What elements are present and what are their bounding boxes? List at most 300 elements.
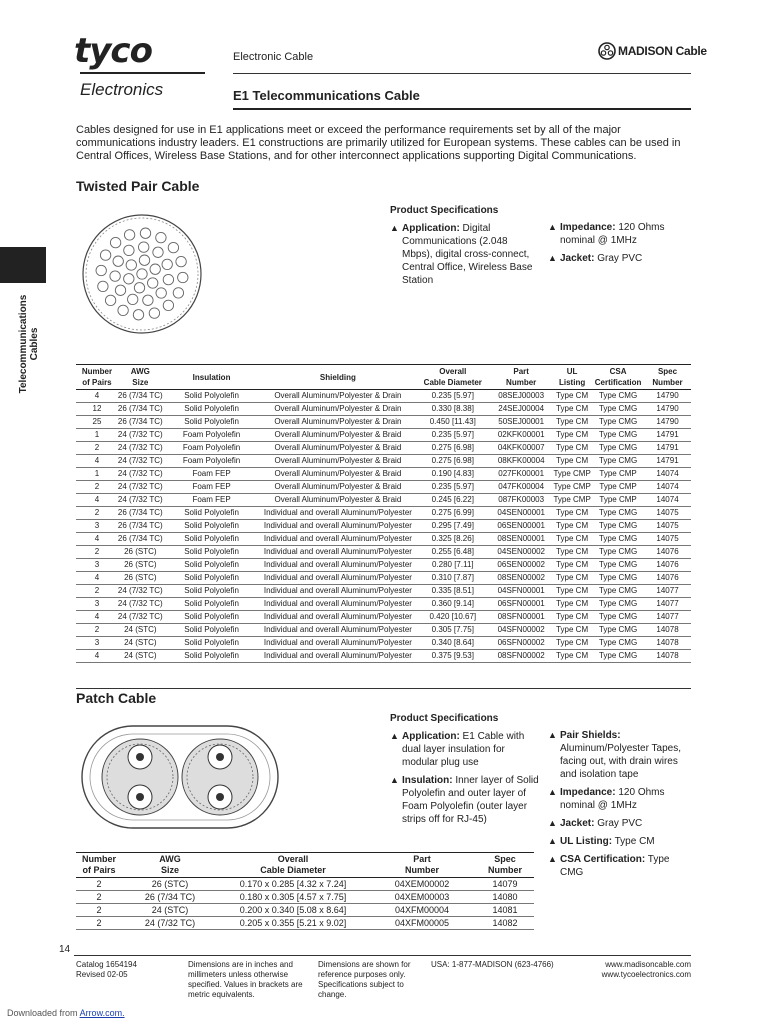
catalog-number: Catalog 1654194 (76, 960, 137, 969)
table-cell: Solid Polyolefin (163, 559, 261, 572)
spec-insulation: ▲ Insulation: Inner layer of Solid Polyolefin and outer layer of Foam Polyolefin (outer layer strips off for RJ-45) (390, 774, 540, 826)
table-cell: 4 (76, 455, 118, 468)
table-cell: Solid Polyolefin (163, 403, 261, 416)
table-cell: 04XFM00004 (368, 904, 476, 917)
table-cell: Solid Polyolefin (163, 624, 261, 637)
madison-logo-text: MADISON Cable (618, 44, 707, 58)
table-cell: 2 (76, 507, 118, 520)
table-cell: 04SFN00002 (490, 624, 552, 637)
table-cell: Type CMG (592, 390, 644, 403)
table-cell: Type CMP (552, 494, 592, 507)
table-cell: 0.245 [6.22] (415, 494, 490, 507)
conductor (149, 308, 159, 318)
table-cell: Solid Polyolefin (163, 520, 261, 533)
table-cell: 14077 (644, 598, 691, 611)
table-cell: 0.205 x 0.355 [5.21 x 9.02] (218, 917, 368, 930)
dimensions-note: Dimensions are in inches and millimeters unless otherwise specified. Values in brackets are metric equivalents. (188, 960, 303, 999)
conductor (98, 281, 108, 291)
table-cell: Type CM (552, 546, 592, 559)
table-cell: Type CM (552, 572, 592, 585)
conductor (156, 232, 166, 242)
column-header: Number of Pairs (76, 853, 122, 878)
table-cell: Overall Aluminum/Polyester & Braid (260, 494, 415, 507)
table-cell: 14074 (644, 468, 691, 481)
table-cell: Individual and overall Aluminum/Polyester (260, 572, 415, 585)
table-cell: Solid Polyolefin (163, 390, 261, 403)
table-cell: 14080 (476, 891, 534, 904)
table-cell: 14078 (644, 624, 691, 637)
table-row (76, 878, 534, 891)
conductor (124, 274, 134, 284)
table-cell: 14079 (476, 878, 534, 891)
side-label-line2: Cables (29, 327, 40, 361)
table-cell: 4 (76, 494, 118, 507)
table-cell: 0.275 [6.98] (415, 455, 490, 468)
table-cell: 14078 (644, 650, 691, 663)
table-cell: 26 (7/34 TC) (118, 390, 163, 403)
table-cell: 3 (76, 559, 118, 572)
table-cell: Foam FEP (163, 481, 261, 494)
table-row (76, 494, 691, 507)
table-cell: 0.305 [7.75] (415, 624, 490, 637)
table-cell: 0.190 [4.83] (415, 468, 490, 481)
table-row (76, 624, 691, 637)
table-cell: 14075 (644, 533, 691, 546)
table-cell: Solid Polyolefin (163, 598, 261, 611)
conductor (148, 278, 158, 288)
table-row (76, 611, 691, 624)
table-cell: 0.360 [9.14] (415, 598, 490, 611)
table-cell: Overall Aluminum/Polyester & Braid (260, 442, 415, 455)
conductor (115, 285, 125, 295)
table-cell: Type CM (552, 403, 592, 416)
table-row (76, 390, 691, 403)
table-cell: Type CM (552, 390, 592, 403)
column-header: AWG Size (118, 365, 163, 390)
table-cell: Type CMP (552, 481, 592, 494)
column-header: Overall Cable Diameter (415, 365, 490, 390)
table-row (76, 891, 534, 904)
table-cell: 2 (76, 481, 118, 494)
spec-pair-shields: ▲ Pair Shields: Aluminum/Polyester Tapes, facing out, with drain wires and isolation tape (548, 729, 693, 781)
table-cell: Type CM (552, 611, 592, 624)
table-cell: 0.325 [8.26] (415, 533, 490, 546)
table-cell: 24 (7/32 TC) (118, 468, 163, 481)
table-cell: 14082 (476, 917, 534, 930)
table-cell: Type CM (552, 585, 592, 598)
twisted-pair-heading: Twisted Pair Cable (76, 178, 200, 194)
conductor (124, 245, 134, 255)
section-tab-marker (0, 247, 46, 283)
table-cell: Foam Polyolefin (163, 429, 261, 442)
table-cell: 26 (7/34 TC) (122, 891, 218, 904)
table-cell: 14074 (644, 494, 691, 507)
patch-spec-list-1 (390, 730, 540, 831)
header-divider (233, 73, 691, 74)
table-cell: Type CMG (592, 416, 644, 429)
table-cell: 24 (STC) (118, 650, 163, 663)
table-cell: 14790 (644, 403, 691, 416)
table-cell: Type CM (552, 637, 592, 650)
table-cell: 14075 (644, 507, 691, 520)
table-cell: 2 (76, 891, 122, 904)
tyco-url[interactable]: www.tycoelectronics.com (601, 970, 691, 979)
table-row (76, 533, 691, 546)
table-cell: 14791 (644, 455, 691, 468)
table-cell: Foam Polyolefin (163, 442, 261, 455)
table-cell: Type CM (552, 533, 592, 546)
table-cell: 0.200 x 0.340 [5.08 x 8.64] (218, 904, 368, 917)
conductor (133, 310, 143, 320)
table-cell: 1 (76, 429, 118, 442)
table-row (76, 650, 691, 663)
download-credit-text: Downloaded from (7, 1008, 78, 1018)
table-cell: Individual and overall Aluminum/Polyester (260, 533, 415, 546)
section-divider (76, 688, 691, 689)
twisted-spec-list-1 (390, 222, 540, 292)
table-cell: Individual and overall Aluminum/Polyester (260, 624, 415, 637)
table-cell: 0.335 [8.51] (415, 585, 490, 598)
table-cell: 24 (7/32 TC) (118, 585, 163, 598)
table-row (76, 507, 691, 520)
table-cell: 26 (7/34 TC) (118, 403, 163, 416)
table-cell: 24 (7/32 TC) (118, 494, 163, 507)
revision-date: Revised 02-05 (76, 970, 128, 979)
spec-application: ▲ Application: Digital Communications (2.048 Mbps), digital cross-connect, Central Office, Wireless Base Station (390, 222, 540, 287)
spec-ul-listing: ▲ UL Listing: Type CM (548, 835, 693, 848)
footer-divider (74, 955, 691, 956)
table-row (76, 416, 691, 429)
table-cell: 2 (76, 624, 118, 637)
table-cell: 2 (76, 878, 122, 891)
tyco-logo: tyco (74, 31, 152, 71)
table-cell: Individual and overall Aluminum/Polyester (260, 520, 415, 533)
table-row (76, 904, 534, 917)
twisted-pair-table (76, 364, 691, 663)
conductor (143, 295, 153, 305)
table-cell: 04XEM00003 (368, 891, 476, 904)
section-side-label (18, 288, 40, 400)
conductor (153, 247, 163, 257)
column-header: Shielding (260, 365, 415, 390)
table-cell: Type CMG (592, 429, 644, 442)
table-cell: 14076 (644, 546, 691, 559)
table-cell: 14077 (644, 585, 691, 598)
table-cell: 06SFN00002 (490, 637, 552, 650)
table-cell: Type CM (552, 559, 592, 572)
table-row (76, 442, 691, 455)
table-cell: 047FK00004 (490, 481, 552, 494)
table-cell: Individual and overall Aluminum/Polyester (260, 598, 415, 611)
table-cell: 0.235 [5.97] (415, 429, 490, 442)
conductor (126, 260, 136, 270)
column-header: CSA Certification (592, 365, 644, 390)
table-cell: 0.295 [7.49] (415, 520, 490, 533)
table-row (76, 468, 691, 481)
table-row (76, 546, 691, 559)
table-cell: Type CMG (592, 546, 644, 559)
table-row (76, 572, 691, 585)
conductor (176, 256, 186, 266)
table-cell: 04SFN00001 (490, 585, 552, 598)
table-row (76, 429, 691, 442)
table-cell: Type CM (552, 507, 592, 520)
table-cell: 24 (7/32 TC) (118, 442, 163, 455)
conductor (124, 230, 134, 240)
conductor (173, 288, 183, 298)
table-cell: Solid Polyolefin (163, 533, 261, 546)
table-cell: 0.170 x 0.285 [4.32 x 7.24] (218, 878, 368, 891)
conductor (163, 274, 173, 284)
table-cell: Solid Polyolefin (163, 650, 261, 663)
patch-cable-cross-section (80, 722, 280, 832)
spec-csa-certification: ▲ CSA Certification: Type CMG (548, 853, 693, 879)
table-cell: 2 (76, 546, 118, 559)
category-label: Electronic Cable (233, 51, 314, 63)
conductor (96, 265, 106, 275)
table-cell: 04XFM00005 (368, 917, 476, 930)
intro-paragraph: Cables designed for use in E1 applications meet or exceed the performance requirements set by all of the major communications industry leaders. E1 constructions are primarily utilized for European systems. These cables can be used in Central Offices, Wireless Base Stations, and for other interconnect applications supporting Digital Communications. (76, 124, 681, 162)
table-cell: 4 (76, 533, 118, 546)
table-cell: Type CMG (592, 559, 644, 572)
table-cell: 2 (76, 917, 122, 930)
table-cell: 0.375 [9.53] (415, 650, 490, 663)
table-cell: 24 (7/32 TC) (118, 429, 163, 442)
column-header: AWG Size (122, 853, 218, 878)
title-underline (233, 108, 691, 110)
table-cell: Type CM (552, 624, 592, 637)
conductor (134, 283, 144, 293)
table-cell: 14074 (644, 481, 691, 494)
twisted-spec-list-2 (548, 221, 688, 270)
table-row (76, 585, 691, 598)
conductor (178, 272, 188, 282)
table-cell: Type CMG (592, 650, 644, 663)
table-cell: 0.275 [6.99] (415, 507, 490, 520)
table-cell: 08SEN00001 (490, 533, 552, 546)
table-cell: 08SFN00002 (490, 650, 552, 663)
table-cell: Solid Polyolefin (163, 507, 261, 520)
table-cell: Individual and overall Aluminum/Polyester (260, 585, 415, 598)
table-cell: 2 (76, 904, 122, 917)
table-cell: 0.255 [6.48] (415, 546, 490, 559)
table-cell: 24 (7/32 TC) (118, 481, 163, 494)
table-cell: Type CMP (552, 468, 592, 481)
table-cell: 4 (76, 390, 118, 403)
spec-application: ▲ Application: E1 Cable with dual layer insulation for modular plug use (390, 730, 540, 769)
table-cell: Type CMG (592, 585, 644, 598)
conductor (139, 255, 149, 265)
table-cell: 3 (76, 598, 118, 611)
table-cell: Overall Aluminum/Polyester & Braid (260, 468, 415, 481)
phone-number: USA: 1-877-MADISON (623-4766) (431, 960, 554, 969)
table-cell: 2 (76, 442, 118, 455)
table-cell: 04SEN00002 (490, 546, 552, 559)
table-cell: 04KFK00007 (490, 442, 552, 455)
table-cell: 24 (7/32 TC) (118, 611, 163, 624)
table-cell: 06SFN00001 (490, 598, 552, 611)
table-row (76, 520, 691, 533)
table-row (76, 917, 534, 930)
table-cell: 14791 (644, 442, 691, 455)
table-cell: Type CMP (592, 494, 644, 507)
arrow-link[interactable]: Arrow.com. (79, 1008, 125, 1018)
conductor (162, 259, 172, 269)
twisted-pair-cross-section (80, 212, 204, 336)
table-cell: 14076 (644, 559, 691, 572)
table-cell: Type CMG (592, 572, 644, 585)
table-cell: Type CM (552, 416, 592, 429)
table-cell: Type CMG (592, 611, 644, 624)
table-cell: Solid Polyolefin (163, 572, 261, 585)
table-cell: Overall Aluminum/Polyester & Drain (260, 403, 415, 416)
table-cell: 24 (STC) (118, 637, 163, 650)
table-cell: Overall Aluminum/Polyester & Braid (260, 455, 415, 468)
table-cell: 0.450 [11.43] (415, 416, 490, 429)
table-cell: Individual and overall Aluminum/Polyester (260, 546, 415, 559)
table-cell: 14081 (476, 904, 534, 917)
table-cell: Solid Polyolefin (163, 611, 261, 624)
table-cell: 26 (STC) (122, 878, 218, 891)
conductor (110, 271, 120, 281)
table-row (76, 637, 691, 650)
table-cell: Type CMG (592, 455, 644, 468)
table-cell: Solid Polyolefin (163, 546, 261, 559)
table-cell: 12 (76, 403, 118, 416)
conductor (118, 305, 128, 315)
table-cell: 24 (7/32 TC) (118, 598, 163, 611)
table-cell: Overall Aluminum/Polyester & Drain (260, 390, 415, 403)
table-cell: Individual and overall Aluminum/Polyester (260, 611, 415, 624)
table-cell: 24 (STC) (118, 624, 163, 637)
table-cell: Type CMG (592, 598, 644, 611)
madison-cable-logo (598, 42, 707, 60)
table-cell: 26 (STC) (118, 572, 163, 585)
conductor (100, 250, 110, 260)
conductor (139, 242, 149, 252)
table-cell: 14075 (644, 520, 691, 533)
page-title: E1 Telecommunications Cable (233, 88, 420, 103)
conductor (105, 295, 115, 305)
tyco-logo-subtitle: Electronics (80, 80, 164, 99)
conductor (110, 237, 120, 247)
table-cell: 08SFN00001 (490, 611, 552, 624)
table-cell: 14077 (644, 611, 691, 624)
conductor (113, 256, 123, 266)
table-cell: Type CMG (592, 533, 644, 546)
column-header: Part Number (490, 365, 552, 390)
table-cell: 08SEN00002 (490, 572, 552, 585)
table-cell: Individual and overall Aluminum/Polyester (260, 559, 415, 572)
table-cell: 027FK00001 (490, 468, 552, 481)
table-cell: 0.180 x 0.305 [4.57 x 7.75] (218, 891, 368, 904)
download-credit (7, 1008, 125, 1018)
table-cell: 04XEM00002 (368, 878, 476, 891)
table-cell: 26 (STC) (118, 559, 163, 572)
patch-cable-table (76, 852, 534, 930)
table-cell: Type CMG (592, 403, 644, 416)
table-cell: Type CMP (592, 481, 644, 494)
table-cell: 0.235 [5.97] (415, 481, 490, 494)
column-header: Part Number (368, 853, 476, 878)
table-cell: 0.235 [5.97] (415, 390, 490, 403)
side-label-line1: Telecommunications (18, 294, 29, 394)
table-cell: Type CMG (592, 507, 644, 520)
table-cell: Type CMG (592, 624, 644, 637)
spec-jacket: ▲ Jacket: Gray PVC (548, 817, 693, 830)
table-cell: 50SEJ00001 (490, 416, 552, 429)
table-cell: 0.330 [8.38] (415, 403, 490, 416)
table-cell: Overall Aluminum/Polyester & Braid (260, 481, 415, 494)
table-cell: 26 (7/34 TC) (118, 416, 163, 429)
spec-impedance: ▲ Impedance: 120 Ohms nominal @ 1MHz (548, 786, 693, 812)
web-links (560, 960, 691, 980)
table-cell: Overall Aluminum/Polyester & Drain (260, 416, 415, 429)
table-cell: 24 (7/32 TC) (118, 455, 163, 468)
table-cell: 0.420 [10.67] (415, 611, 490, 624)
table-cell: Type CM (552, 442, 592, 455)
twisted-spec-heading: Product Specifications (390, 205, 499, 216)
conductor (128, 294, 138, 304)
reference-note: Dimensions are shown for reference purposes only. Specifications subject to change. (318, 960, 411, 999)
table-cell: Solid Polyolefin (163, 637, 261, 650)
table-cell: Type CMG (592, 442, 644, 455)
table-cell: 02KFK00001 (490, 429, 552, 442)
table-cell: 26 (7/34 TC) (118, 507, 163, 520)
table-cell: Foam FEP (163, 468, 261, 481)
table-cell: Individual and overall Aluminum/Polyester (260, 650, 415, 663)
table-cell: Type CMG (592, 637, 644, 650)
table-cell: 14076 (644, 572, 691, 585)
madison-url[interactable]: www.madisoncable.com (605, 960, 691, 969)
table-cell: 4 (76, 650, 118, 663)
table-cell: 26 (7/34 TC) (118, 520, 163, 533)
patch-spec-list-2 (548, 729, 693, 884)
conductor (150, 264, 160, 274)
logo-divider (80, 72, 205, 74)
patch-cable-heading: Patch Cable (76, 690, 157, 706)
table-cell: 3 (76, 520, 118, 533)
table-cell: Foam FEP (163, 494, 261, 507)
table-row (76, 455, 691, 468)
column-header: UL Listing (552, 365, 592, 390)
table-cell: 2 (76, 585, 118, 598)
table-cell: Type CMP (592, 468, 644, 481)
table-row (76, 598, 691, 611)
catalog-info (76, 960, 137, 980)
table-cell: Type CM (552, 650, 592, 663)
table-cell: 14790 (644, 416, 691, 429)
table-cell: Type CMG (592, 520, 644, 533)
table-cell: 14791 (644, 429, 691, 442)
table-cell: 26 (STC) (118, 546, 163, 559)
table-cell: 0.275 [6.98] (415, 442, 490, 455)
table-cell: Type CM (552, 429, 592, 442)
spec-jacket: ▲ Jacket: Gray PVC (548, 252, 688, 265)
table-cell: Type CM (552, 455, 592, 468)
table-cell: 14790 (644, 390, 691, 403)
cable-reel-icon (598, 42, 616, 60)
table-cell: Foam Polyolefin (163, 455, 261, 468)
table-cell: 4 (76, 611, 118, 624)
conductor (140, 228, 150, 238)
page-number: 14 (59, 944, 71, 955)
table-cell: 24 (7/32 TC) (122, 917, 218, 930)
patch-spec-heading: Product Specifications (390, 713, 499, 724)
table-cell: 24SEJ00004 (490, 403, 552, 416)
table-cell: 0.340 [8.64] (415, 637, 490, 650)
table-cell: 08SEJ00003 (490, 390, 552, 403)
